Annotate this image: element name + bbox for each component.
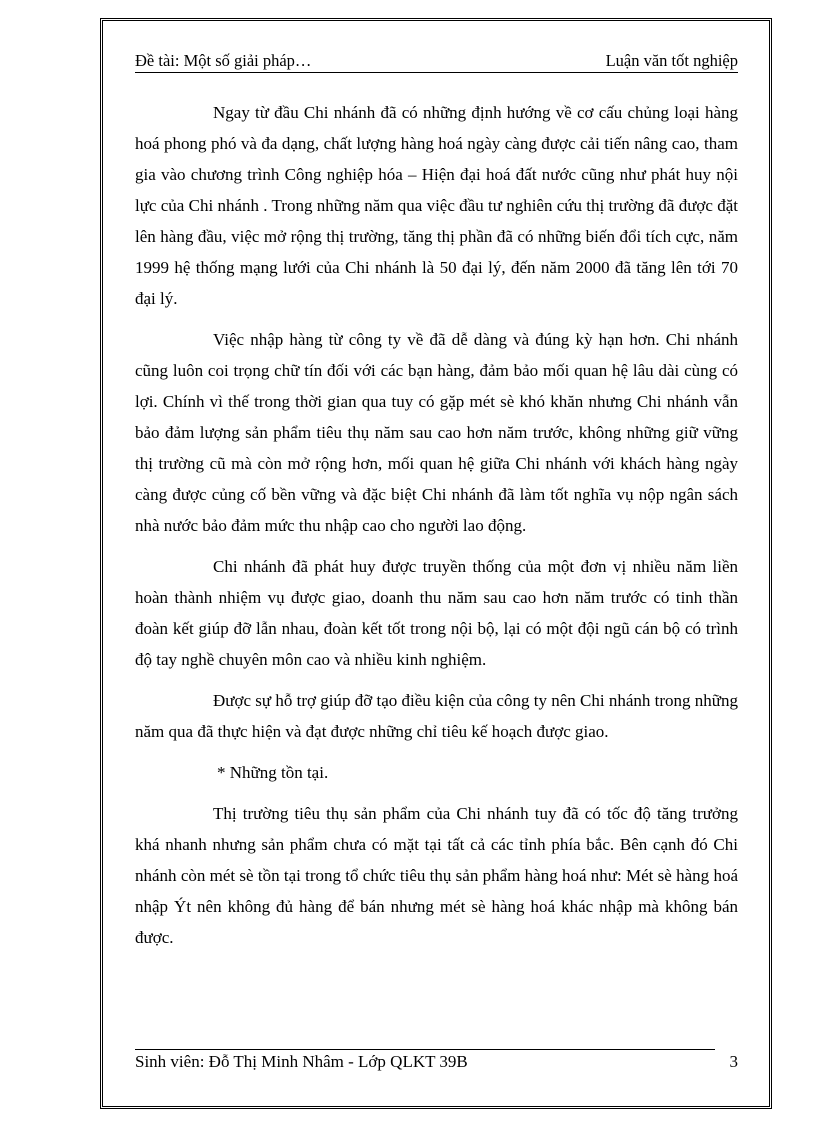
page-header [135, 48, 738, 73]
header-title: Đề tài: Một số giải pháp… [135, 51, 312, 70]
footer-student: Sinh viên: Đỗ Thị Minh Nhâm - Lớp QLKT 39B [135, 1052, 468, 1071]
page-number: 3 [729, 1052, 738, 1071]
body-text [135, 97, 738, 963]
paragraph: Thị trường tiêu thụ sản phẩm của Chi nhánh tuy đã có tốc độ tăng trưởng khá nhanh nhưng sản phẩm chưa có mặt tại tất cả các tỉnh phía bắc. Bên cạnh đó Chi nhánh còn mét sè tồn tại trong tổ chức tiêu thụ sản phẩm hàng hoá như: Mét sè hàng hoá nhập Ýt nên không đủ hàng để bán nhưng mét sè hàng hoá khác nhập mà không bán được. [135, 804, 738, 947]
footer-rule [135, 1049, 715, 1050]
paragraph: Ngay từ đầu Chi nhánh đã có những định hướng về cơ cấu chủng loại hàng hoá phong phó và đa dạng, chất lượng hàng hoá ngày càng được cải tiến nâng cao, tham gia vào chương trình Công nghiệp hóa – Hiện đại hoá đất nước cũng như phát huy nội lực của Chi nhánh . Trong những năm qua việc đầu tư nghiên cứu thị trường đã được đặt lên hàng đầu, việc mở rộng thị trường, tăng thị phần đã có những biến đổi tích cực, năm 1999 hệ thống mạng lưới của Chi nhánh là 50 đại lý, đến năm 2000 đã tăng lên tới 70 đại lý. [135, 103, 738, 308]
header-doc-type: Luận văn tốt nghiệp [605, 51, 738, 70]
page-footer [135, 1052, 738, 1072]
paragraph: Việc nhập hàng từ công ty về đã dễ dàng và đúng kỳ hạn hơn. Chi nhánh cũng luôn coi trọng chữ tín đối với các bạn hàng, đảm bảo mối quan hệ lâu dài cùng có lợi. Chính vì thế trong thời gian qua tuy có gặp mét sè khó khăn nhưng Chi nhánh vẫn bảo đảm lượng sản phẩm tiêu thụ năm sau cao hơn năm trước, không những giữ vững thị trường cũ mà còn mở rộng hơn, mối quan hệ giữa Chi nhánh với khách hàng ngày càng được củng cố bền vững và đặc biệt Chi nhánh đã làm tốt nghĩa vụ nộp ngân sách nhà nước bảo đảm mức thu nhập cao cho người lao động. [135, 330, 738, 535]
paragraph: Chi nhánh đã phát huy được truyền thống của một đơn vị nhiều năm liền hoàn thành nhiệm vụ được giao, doanh thu năm sau cao hơn năm trước có tinh thần đoàn kết giúp đỡ lẫn nhau, đoàn kết tốt trong nội bộ, lại có một đội ngũ cán bộ có trình độ tay nghề chuyên môn cao và nhiều kinh nghiệm. [135, 557, 738, 669]
section-subheading: * Những tồn tại. [217, 763, 329, 782]
paragraph: Được sự hỗ trợ giúp đỡ tạo điều kiện của công ty nên Chi nhánh trong những năm qua đã thực hiện và đạt được những chỉ tiêu kế hoạch được giao. [135, 691, 738, 741]
